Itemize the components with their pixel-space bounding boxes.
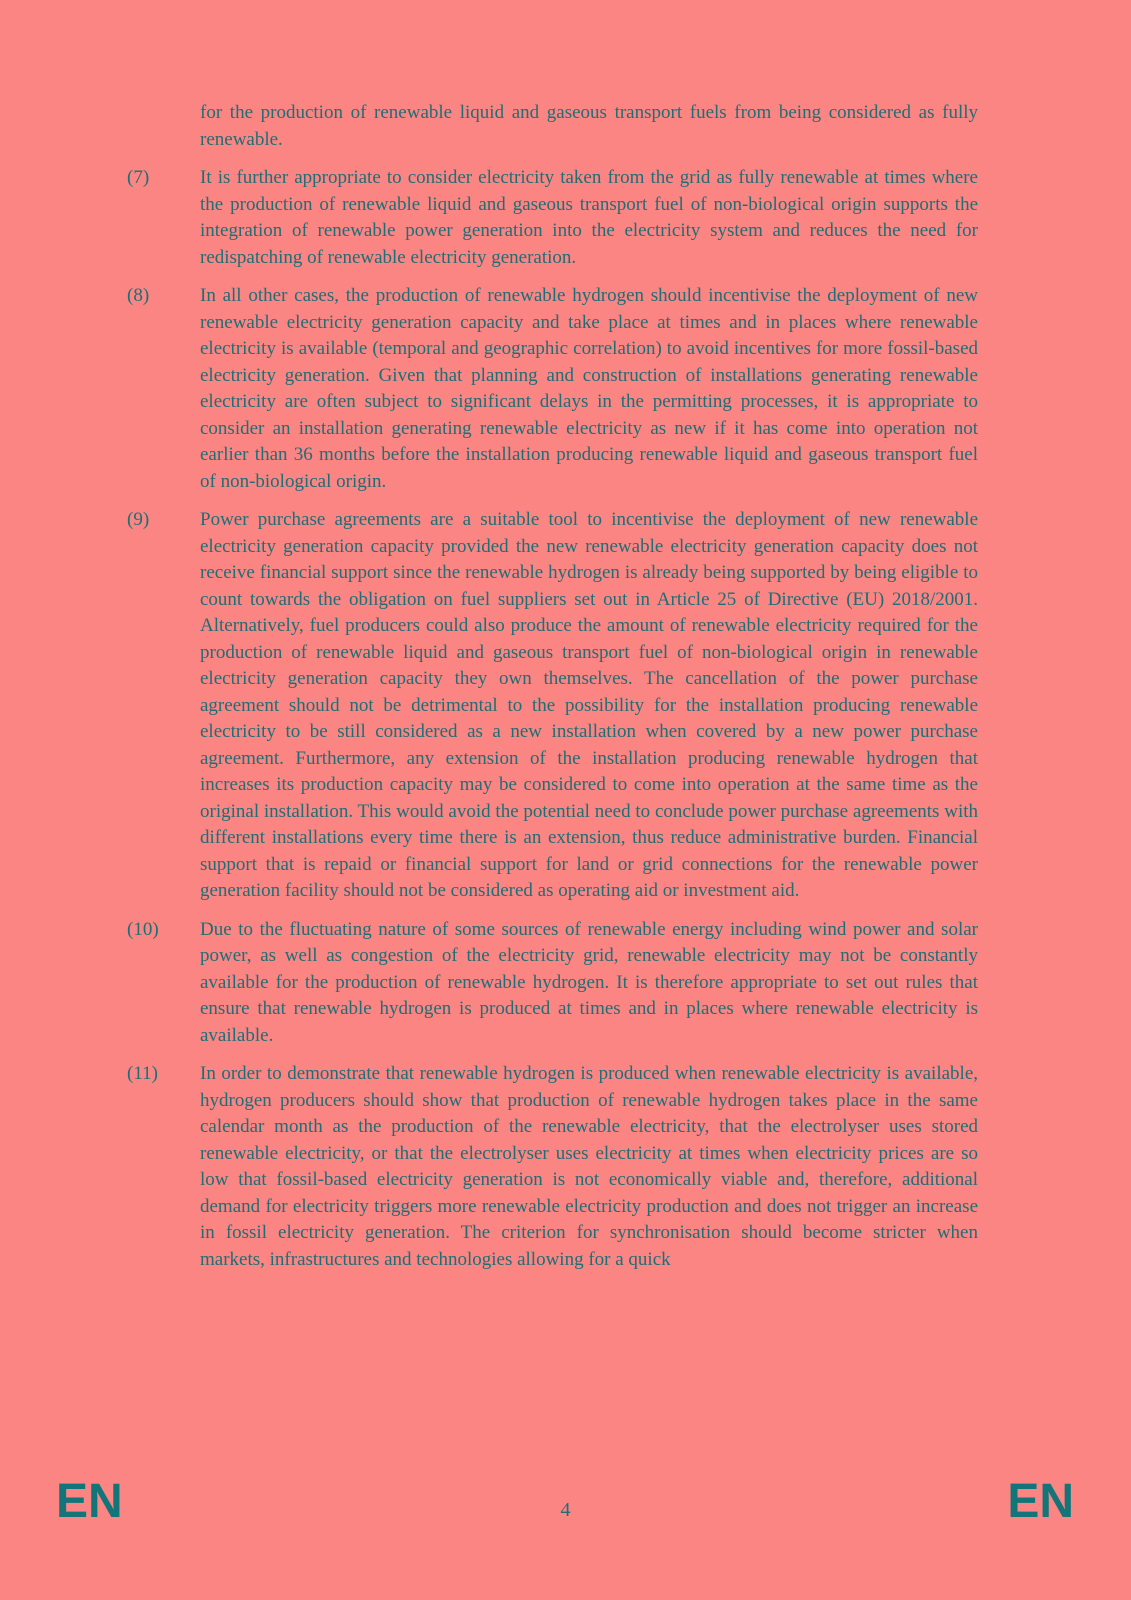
language-marker-right: EN: [1007, 1475, 1074, 1528]
recital-number: (10): [127, 918, 159, 940]
recital-paragraph-11: [127, 1061, 978, 1273]
recital-paragraph-7: [127, 165, 978, 271]
recital-text: In order to demonstrate that renewable hydrogen is produced when renewable electricity is available, hydrogen producers should show that production of renewable hydrogen takes place in the same calendar month as the production of the renewable electricity, that the electrolyser uses stored renewable electricity, or that the electrolyser uses electricity at times when electricity prices are so low that fossil-based electricity generation is not economically viable and, therefore, additional demand for electricity triggers more renewable electricity production and does not trigger an increase in fossil electricity generation. The criterion for synchronisation should become stricter when markets, infrastructures and technologies allowing for a quick: [200, 1063, 978, 1270]
recital-text: It is further appropriate to consider electricity taken from the grid as fully renewable at times where the production of renewable liquid and gaseous transport fuel of non-biological origin supports the integration of renewable power generation into the electricity system and reduces the need for redispatching of renewable electricity generation.: [200, 167, 978, 268]
recital-text: Due to the fluctuating nature of some sources of renewable energy including wind power and solar power, as well as congestion of the electricity grid, renewable electricity may not be constantly available for the production of renewable hydrogen. It is therefore appropriate to set out rules that ensure that renewable hydrogen is produced at times and in places where renewable electricity is available.: [200, 918, 978, 1046]
recital-paragraph-continuation: [127, 100, 978, 153]
page-number: 4: [560, 1499, 571, 1521]
recital-paragraph-8: [127, 283, 978, 495]
recital-number: (11): [127, 1063, 158, 1084]
recital-number: (7): [127, 167, 150, 188]
recital-paragraph-9: [127, 507, 978, 905]
recital-text: Power purchase agreements are a suitable tool to incentivise the deployment of new renewable electricity generation capacity provided the new renewable electricity generation capacity does not receive financial support since the renewable hydrogen is already being supported by being eligible to count towards the obligation on fuel suppliers set out in Article 25 of Directive (EU) 2018/2001. Alternatively, fuel producers could also produce the amount of renewable electricity required for the production of renewable liquid and gaseous transport fuel of non-biological origin in renewable electricity generation capacity they own themselves. The cancellation of the power purchase agreement should not be detrimental to the possibility for the installation producing renewable electricity to be still considered as a new installation when covered by a new power purchase agreement. Furthermore, any extension of the installation producing renewable hydrogen that increases its production capacity may be considered to come into operation at the same time as the original installation. This would avoid the potential need to conclude power purchase agreements with different installations every time there is an extension, thus reduce administrative burden. Financial support that is repaid or financial support for land or grid connections for the renewable power generation facility should not be considered as operating aid or investment aid.: [200, 509, 978, 901]
recital-text: In all other cases, the production of renewable hydrogen should incentivise the deployment of new renewable electricity generation capacity and take place at times and in places where renewable electricity is available (temporal and geographic correlation) to avoid incentives for more fossil-based electricity generation. Given that planning and construction of installations generating renewable electricity are often subject to significant delays in the permitting processes, it is appropriate to consider an installation generating renewable electricity as new if it has come into operation not earlier than 36 months before the installation producing renewable liquid and gaseous transport fuel of non-biological origin.: [200, 285, 978, 492]
recital-number: (9): [127, 509, 150, 530]
language-marker-left: EN: [56, 1475, 123, 1528]
recital-text: for the production of renewable liquid and gaseous transport fuels from being considered as fully renewable.: [200, 102, 978, 150]
recital-paragraph-10: [127, 917, 978, 1050]
recitals-section: [127, 100, 978, 1285]
recital-number: (8): [127, 285, 150, 306]
